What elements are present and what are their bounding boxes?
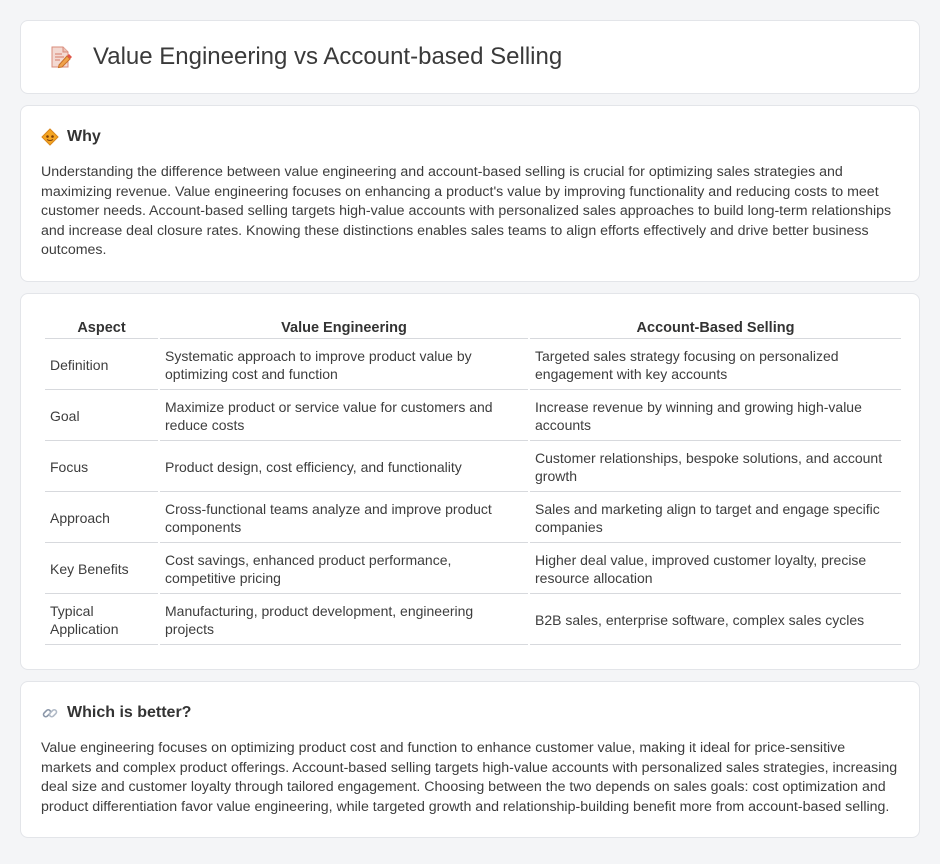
why-header bbox=[41, 128, 899, 146]
table-row bbox=[45, 392, 901, 441]
table-row bbox=[45, 545, 901, 594]
cell-account-based-selling: B2B sales, enterprise software, complex sales cycles bbox=[530, 596, 901, 645]
cell-account-based-selling: Sales and marketing align to target and engage specific companies bbox=[530, 494, 901, 543]
comparison-table bbox=[43, 314, 903, 647]
table-header-row bbox=[45, 316, 901, 339]
why-heading: Why bbox=[67, 128, 101, 145]
cell-value-engineering: Product design, cost efficiency, and functionality bbox=[160, 443, 528, 492]
cell-value-engineering: Systematic approach to improve product value by optimizing cost and function bbox=[160, 341, 528, 390]
cell-value-engineering: Manufacturing, product development, engineering projects bbox=[160, 596, 528, 645]
cell-value-engineering: Cross-functional teams analyze and improve product components bbox=[160, 494, 528, 543]
header-value-engineering: Value Engineering bbox=[160, 316, 528, 339]
better-text: Value engineering focuses on optimizing product cost and function to enhance customer value, making it ideal for price-sensitive markets and complex product offerings. Account-based selling targets high-value accounts with personalized sales strategies, increasing deal size and customer loyalty through tailored engagement. Choosing between the two depends on sales goals: cost optimization and product differentiation favor value engineering, while targeted growth and relationship-building benefit more from account-based selling. bbox=[41, 739, 898, 815]
cell-aspect: Focus bbox=[45, 443, 158, 492]
better-section bbox=[20, 681, 920, 838]
cell-value-engineering: Cost savings, enhanced product performance, competitive pricing bbox=[160, 545, 528, 594]
cell-aspect: Typical Application bbox=[45, 596, 158, 645]
why-section bbox=[20, 105, 920, 282]
document-edit-icon bbox=[47, 44, 73, 70]
cell-account-based-selling: Higher deal value, improved customer loyalty, precise resource allocation bbox=[530, 545, 901, 594]
cell-aspect: Definition bbox=[45, 341, 158, 390]
cell-account-based-selling: Targeted sales strategy focusing on personalized engagement with key accounts bbox=[530, 341, 901, 390]
header-aspect: Aspect bbox=[45, 316, 158, 339]
cell-aspect: Approach bbox=[45, 494, 158, 543]
table-row bbox=[45, 596, 901, 645]
comparison-card bbox=[20, 293, 920, 670]
header-account-based-selling: Account-Based Selling bbox=[530, 316, 901, 339]
cell-account-based-selling: Customer relationships, bespoke solutions, and account growth bbox=[530, 443, 901, 492]
link-icon bbox=[41, 704, 59, 722]
table-row bbox=[45, 341, 901, 390]
better-header bbox=[41, 704, 899, 722]
better-heading: Which is better? bbox=[67, 703, 192, 721]
cell-account-based-selling: Increase revenue by winning and growing high-value accounts bbox=[530, 392, 901, 441]
cell-value-engineering: Maximize product or service value for customers and reduce costs bbox=[160, 392, 528, 441]
title-card bbox=[20, 20, 920, 94]
cell-aspect: Goal bbox=[45, 392, 158, 441]
page-title: Value Engineering vs Account-based Selling bbox=[93, 43, 563, 70]
table-row bbox=[45, 494, 901, 543]
why-text: Understanding the difference between value engineering and account-based selling is crucial for optimizing sales strategies and maximizing revenue. Value engineering focuses on enhancing a product's value by improving functionality and reducing costs to meet customer needs. Account-based selling targets high-value accounts with personalized sales approaches to build long-term relationships and increase deal closure rates. Knowing these distinctions enables sales teams to align efforts effectively and drive better business outcomes. bbox=[41, 164, 892, 259]
cell-aspect: Key Benefits bbox=[45, 545, 158, 594]
warning-diamond-icon bbox=[41, 128, 59, 146]
table-row bbox=[45, 443, 901, 492]
